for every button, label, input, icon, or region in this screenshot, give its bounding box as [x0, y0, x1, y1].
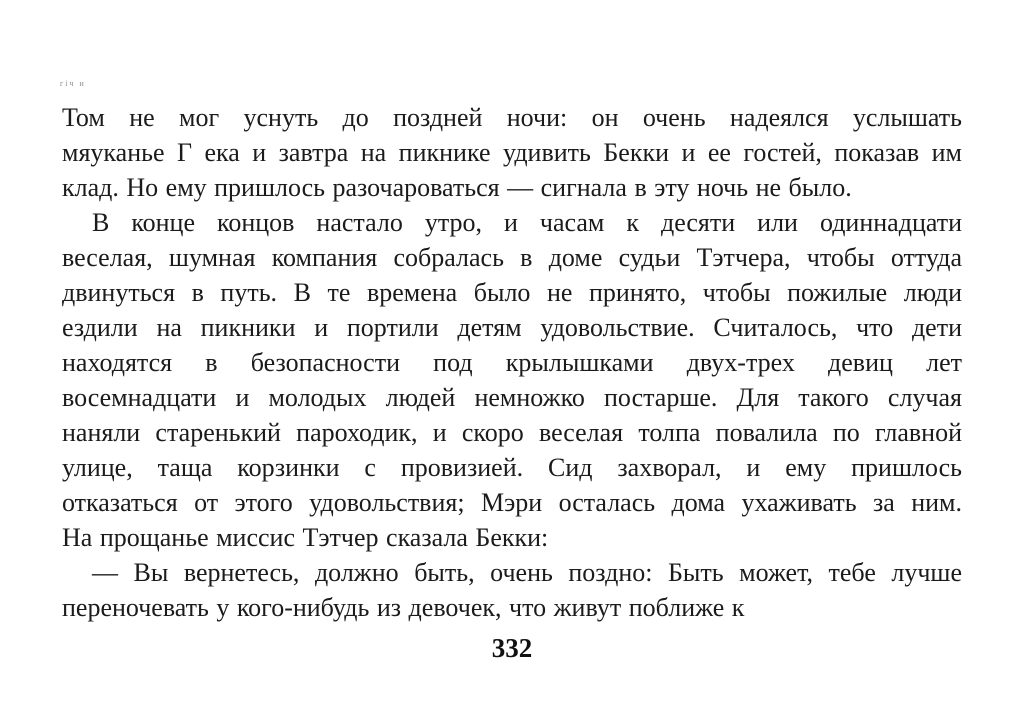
text-line: отказаться от этого удовольствия; Мэри осталась дома ухаживать за ним.	[62, 488, 962, 517]
text-line: Том не мог уснуть до поздней ночи: он очень надеялся услышать	[62, 103, 962, 132]
text-line: мяуканье Г ека и завтра на пикнике удивить Бекки и ее гостей, показав им	[62, 138, 962, 167]
text-line: веселая, шумная компания собралась в доме судьи Тэтчера, чтобы оттуда	[62, 243, 962, 272]
text-line: улице, таща корзинки с провизией. Сид захворал, и ему пришлось	[62, 453, 962, 482]
text-line: ездили на пикники и портили детям удовольствие. Считалось, что дети	[62, 313, 962, 342]
page-text-block	[62, 100, 962, 625]
text-line: На прощанье миссис Тэтчер сказала Бекки:	[62, 523, 549, 552]
text-line: наняли старенький пароходик, и скоро веселая толпа повалила по главной	[62, 418, 962, 447]
text-line: В конце концов настало утро, и часам к десяти или одиннадцати	[92, 208, 962, 237]
text-line: клад. Но ему пришлось разочароваться — сигнала в эту ночь не было.	[62, 173, 852, 202]
page-number: 332	[491, 633, 533, 663]
text-line: находятся в безопасности под крылышками двух-трех девиц лет	[62, 348, 962, 377]
print-artifact-text: гіч и	[60, 79, 86, 88]
text-line: двинуться в путь. В те времена было не принято, чтобы пожилые люди	[62, 278, 962, 307]
text-line: — Вы вернетесь, должно быть, очень поздно: Быть может, тебе лучше	[92, 558, 962, 587]
text-line: восемнадцати и молодых людей немножко постарше. Для такого случая	[62, 383, 962, 412]
text-line: переночевать у кого-нибудь из девочек, что живут поближе к	[62, 593, 745, 622]
